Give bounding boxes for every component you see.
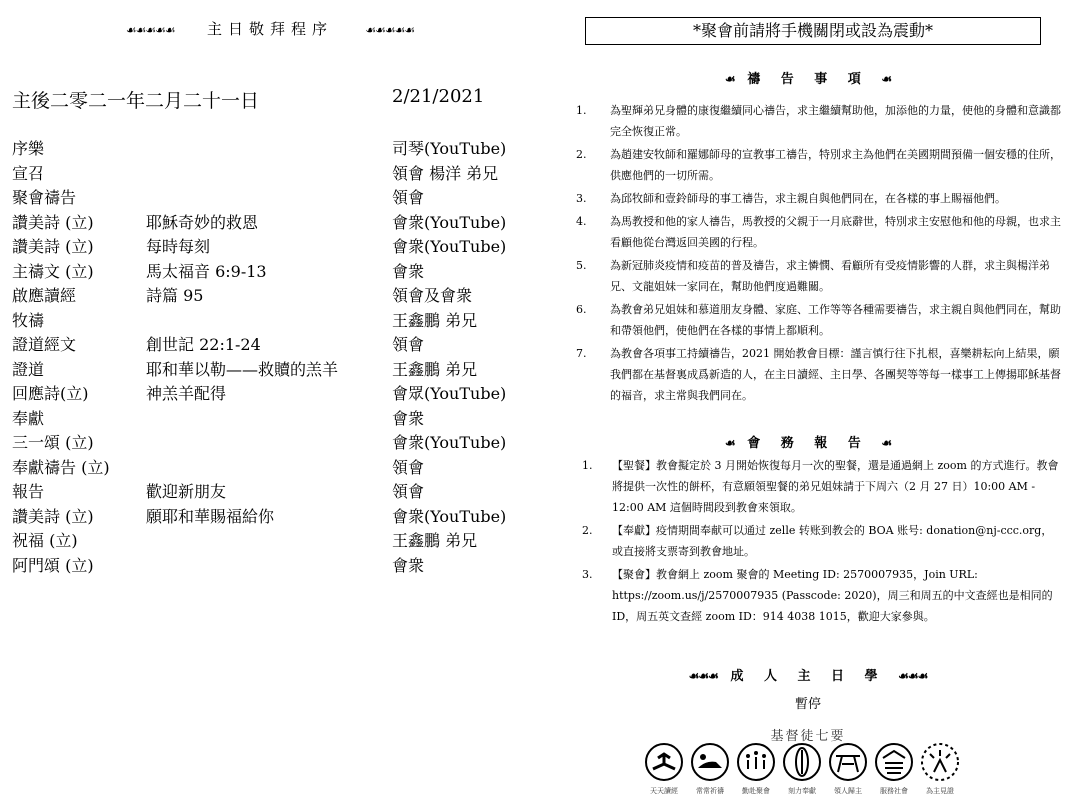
date-chinese: 主後二零二一年二月二十一日	[12, 90, 260, 112]
program-item: 宣召	[12, 163, 45, 183]
program-leader: 會衆	[392, 261, 425, 281]
program-detail: 歡迎新朋友	[146, 482, 227, 501]
program-leader: 王鑫鵬 弟兄	[392, 531, 478, 550]
seven-essentials-title: 基督徒七要	[770, 729, 846, 744]
order-of-worship-header	[0, 18, 540, 39]
prayer-item	[576, 255, 1066, 297]
prayer-item-text: 為新冠肺炎疫情和疫苗的普及禱告，求主憐憫、看顧所有受疫情影響的人群，求主與楊洋弟兄、文龍姐妹一家同在，幫助他們度過難關。	[610, 259, 1050, 293]
program-detail: 創世記 22:1-24	[146, 335, 261, 354]
program-item: 證道	[12, 359, 45, 379]
program-item: 證道經文	[12, 335, 77, 354]
program-item: 奉獻	[12, 408, 45, 428]
prayer-item-number: 6.	[576, 303, 587, 316]
prayer-item-number: 4.	[576, 215, 587, 228]
program-row	[12, 210, 532, 235]
program-item: 讚美詩 (立)	[12, 212, 94, 232]
program-row	[12, 259, 532, 284]
service-icon	[874, 742, 914, 782]
program-leader: 會眾(YouTube)	[392, 384, 507, 403]
essential-label: 天天讀經	[650, 787, 678, 795]
ornament-right: ☙☙☙	[898, 669, 928, 683]
news-item	[582, 564, 1062, 627]
news-section-header	[540, 432, 1076, 451]
program-row	[12, 553, 532, 578]
program-item: 回應詩(立)	[12, 384, 89, 403]
news-item-number: 3.	[582, 568, 593, 581]
prayer-item-number: 2.	[576, 148, 587, 161]
ornament-left: ☙☙☙	[688, 669, 718, 683]
program-row	[12, 136, 532, 161]
program-detail: 神羔羊配得	[146, 384, 227, 403]
program-detail: 詩篇 95	[146, 286, 204, 305]
evangelism-icon	[828, 742, 868, 782]
program-row	[12, 234, 532, 259]
program-detail: 耶和華以勒——救贖的羔羊	[146, 359, 339, 379]
program-row	[12, 308, 532, 333]
program-detail: 耶穌奇妙的救恩	[146, 212, 259, 232]
program-leader: 會衆(YouTube)	[392, 433, 507, 452]
essential-label: 為主見證	[926, 787, 954, 795]
program-leader: 王鑫鵬 弟兄	[392, 310, 478, 330]
program-row	[12, 455, 532, 480]
program-item: 讚美詩 (立)	[12, 237, 94, 256]
order-of-worship-title: 主日敬拜程序	[206, 20, 333, 38]
program-detail: 願耶和華賜福給你	[146, 506, 275, 526]
sunday-school-header	[540, 665, 1076, 684]
news-item-text: 【奉獻】疫情期間奉献可以通过 zelle 转账到教会的 BOA 账号: donation@nj-ccc.org，或直接將支票寄到教會地址。	[612, 524, 1053, 558]
program-row	[12, 528, 532, 553]
program-leader: 會衆(YouTube)	[392, 237, 507, 256]
program-row	[12, 185, 532, 210]
program-item: 序樂	[12, 139, 45, 158]
essential-label: 服務社會	[880, 787, 908, 795]
ornament-right: ☙	[881, 72, 892, 86]
essential-label: 常常祈禱	[696, 787, 724, 795]
giving-icon	[782, 742, 822, 782]
program-row	[12, 332, 532, 357]
program-detail: 每時每刻	[146, 237, 211, 256]
program-leader: 領會	[392, 482, 425, 501]
program-item: 報告	[12, 482, 45, 501]
prayer-section-header	[540, 68, 1076, 87]
prayer-item	[576, 100, 1066, 142]
news-list	[582, 455, 1062, 629]
prayer-icon	[690, 742, 730, 782]
ornament-right: ☙☙☙☙☙	[365, 23, 415, 37]
news-item	[582, 520, 1062, 562]
prayer-item	[576, 188, 1066, 209]
essential-label: 勤赴聚會	[742, 787, 770, 795]
news-item-text: 【聚會】教會網上 zoom 聚會的 Meeting ID: 2570007935，Join URL: https://zoom.us/j/2570007935 (Passcode: 2020)，周三和周五的中文查經也是相同的 ID，周五英文查經 zoom ID：914 4038 1015，歡迎大家參與。	[612, 568, 1053, 623]
seven-essentials-icons	[644, 742, 964, 782]
phone-notice: *聚會前請將手機關閉或設為震動*	[585, 17, 1041, 45]
program-item: 三一頌 (立)	[12, 433, 94, 452]
program-leader: 領會 楊洋 弟兄	[392, 163, 499, 183]
prayer-item-text: 為聖輝弟兄身體的康復繼續同心禱告，求主繼續幫助他，加添他的力量，使他的身體和意識都完全恢復正常。	[610, 104, 1061, 138]
essential-label: 刻力奉獻	[788, 787, 816, 795]
date-numeric: 2/21/2021	[392, 86, 485, 107]
prayer-item-number: 5.	[576, 259, 587, 272]
program-leader: 領會	[392, 457, 425, 477]
program-item: 讚美詩 (立)	[12, 506, 94, 526]
prayer-item	[576, 299, 1066, 341]
prayer-list	[576, 100, 1066, 408]
program-leader: 會衆(YouTube)	[392, 506, 507, 526]
prayer-item-number: 7.	[576, 347, 587, 360]
program-list	[12, 136, 532, 577]
news-item-number: 2.	[582, 524, 593, 537]
program-leader: 司琴(YouTube)	[392, 139, 507, 158]
prayer-item	[576, 144, 1066, 186]
program-item: 祝福 (立)	[12, 531, 78, 550]
news-item-number: 1.	[582, 459, 593, 472]
program-item: 主禱文 (立)	[12, 261, 94, 281]
program-row	[12, 283, 532, 308]
news-item-text: 【聖餐】教會擬定於 3 月開始恢復每月一次的聖餐，還是通過網上 zoom 的方式進行。教會將提供一次性的餅杯，有意願領聖餐的弟兄姐妹請于下周六（2 月 27 日）10:00 AM - 12:00 AM 這個時間段到教會來領取。	[612, 459, 1059, 514]
gathering-icon	[736, 742, 776, 782]
ornament-left: ☙	[724, 72, 735, 86]
prayer-section-title: 禱 告 事 項	[747, 72, 869, 87]
program-leader: 領會	[392, 188, 425, 207]
news-section-title: 會 務 報 告	[747, 436, 869, 451]
program-row	[12, 406, 532, 431]
witness-icon	[920, 742, 960, 782]
seven-essentials-labels	[644, 786, 974, 798]
essential-label: 領人歸主	[834, 787, 862, 795]
service-date	[12, 86, 512, 113]
prayer-item	[576, 211, 1066, 253]
program-leader: 王鑫鵬 弟兄	[392, 359, 478, 379]
program-row	[12, 504, 532, 529]
program-item: 聚會禱告	[12, 188, 77, 207]
program-row	[12, 479, 532, 504]
prayer-item-text: 為教會各項事工持續禱告，2021 開始教會目標：謹言慎行往下扎根，喜樂耕耘向上結果，願我們都在基督裏成爲新造的人，在主日讀經、主日學、各團契等等每一樣事工上傳揚耶穌基督的福音，求主常與我們同在。	[610, 347, 1061, 402]
program-row	[12, 161, 532, 186]
program-leader: 領會及會衆	[392, 286, 473, 305]
program-item: 牧禱	[12, 310, 45, 330]
prayer-item-number: 3.	[576, 192, 587, 205]
prayer-item-text: 為教會弟兄姐妹和慕道朋友身體、家庭、工作等等各種需要禱告，求主親自與他們同在，幫助和帶領他們，使他們在各樣的事情上都順利。	[610, 303, 1061, 337]
program-item: 阿門頌 (立)	[12, 555, 94, 575]
ornament-left: ☙	[724, 436, 735, 450]
program-row	[12, 357, 532, 382]
ornament-right: ☙	[881, 436, 892, 450]
sunday-school-title: 成 人 主 日 學	[730, 669, 886, 684]
prayer-item	[576, 343, 1066, 406]
program-item: 奉獻禱告 (立)	[12, 457, 110, 477]
prayer-item-text: 為馬教授和他的家人禱告，馬教授的父親于一月底辭世，特別求主安慰他和他的母親，也求主看顧他從台灣返回美國的行程。	[610, 215, 1061, 249]
right-page	[540, 0, 1076, 808]
ornament-left: ☙☙☙☙☙	[125, 23, 175, 37]
program-leader: 領會	[392, 335, 425, 354]
program-leader: 會衆	[392, 555, 425, 575]
program-detail: 馬太福音 6:9-13	[146, 261, 267, 281]
prayer-item-text: 為邱牧師和壹鈴師母的事工禱告，求主親自與他們同在，在各樣的事上賜福他們。	[610, 192, 1006, 205]
program-item: 啟應讀經	[12, 286, 77, 305]
program-leader: 會衆(YouTube)	[392, 212, 507, 232]
program-leader: 會衆	[392, 408, 425, 428]
news-item	[582, 455, 1062, 518]
prayer-item-number: 1.	[576, 104, 587, 117]
sunday-school-status: 暫停	[794, 697, 821, 712]
program-row	[12, 381, 532, 406]
program-row	[12, 430, 532, 455]
prayer-item-text: 為趙建安牧師和羅娜師母的宣教事工禱告，特別求主為他們在美國期間預備一個安穩的住所，供應他們的一切所需。	[610, 148, 1061, 182]
reading-icon	[644, 742, 684, 782]
